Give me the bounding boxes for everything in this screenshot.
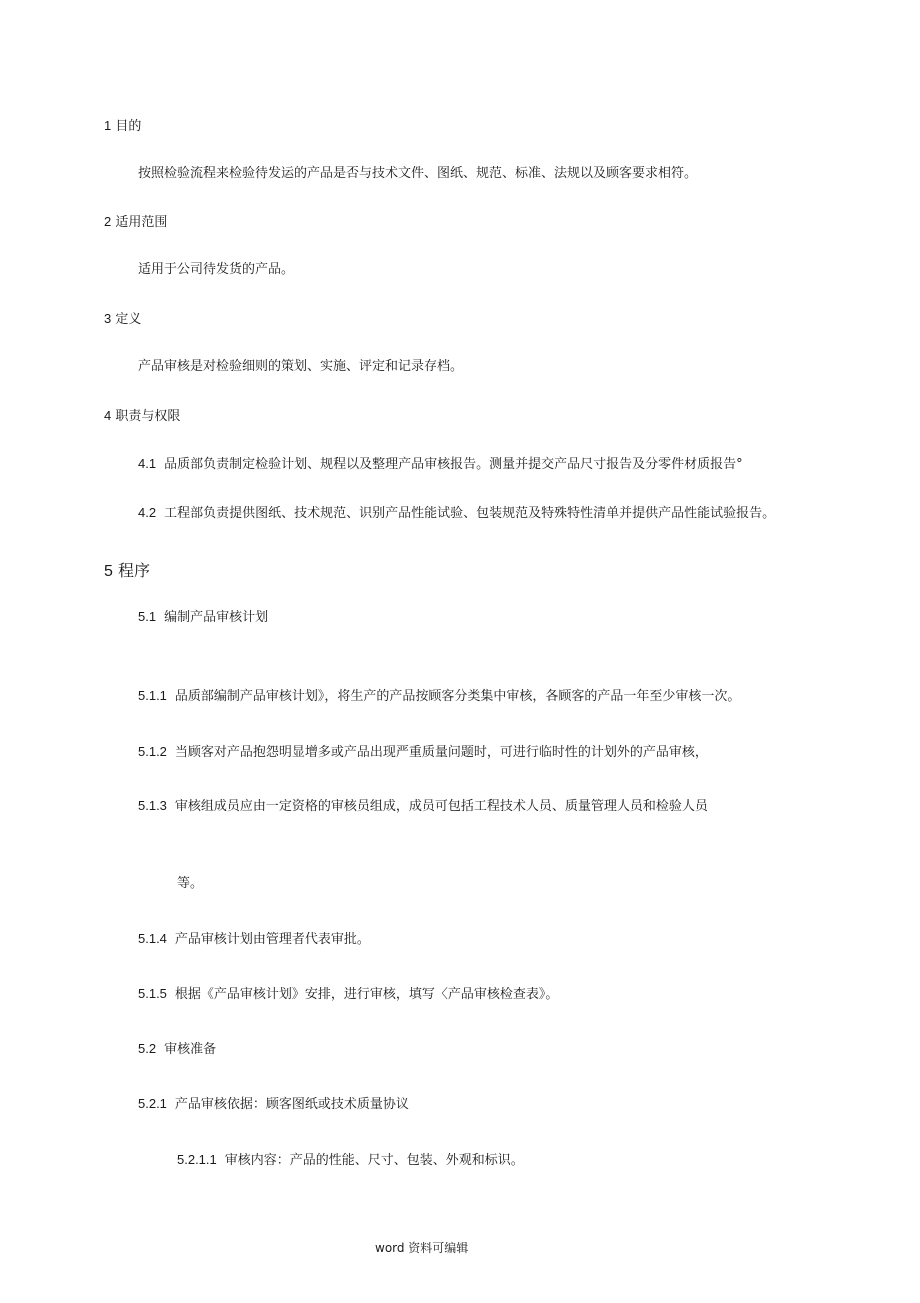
section-number: 2 xyxy=(104,214,112,229)
item-text: 品质部编制产品审核计划》，将生产的产品按顾客分类集中审核，各顾客的产品一年至少审核一次。 xyxy=(174,689,741,704)
section-3-heading xyxy=(104,311,141,328)
section-number: 4 xyxy=(104,408,112,423)
section-2-heading xyxy=(104,214,167,231)
subsection-5-2-heading xyxy=(138,1041,216,1058)
item-number: 5.2.1 xyxy=(138,1096,167,1111)
section-title: 程序 xyxy=(118,561,151,580)
item-number: 5.1.5 xyxy=(138,986,167,1001)
item-5-1-5 xyxy=(138,986,558,1003)
item-text: 品质部负责制定检验计划、规程以及整理产品审核报告。测量并提交产品尺寸报告及分零件材质报告° xyxy=(164,457,743,472)
item-text: 编制产品审核计划 xyxy=(164,610,269,625)
section-number: 1 xyxy=(104,118,112,133)
item-5-2-1-1 xyxy=(177,1152,524,1169)
item-number: 5.1.4 xyxy=(138,931,167,946)
item-text: 产品审核计划由管理者代表审批。 xyxy=(174,932,370,947)
item-5-1-3 xyxy=(138,798,708,815)
item-text: 产品审核依据：顾客图纸或技术质量协议 xyxy=(174,1097,409,1112)
section-3-body: 产品审核是对检验细则的策划、实施、评定和记录存档。 xyxy=(138,359,464,374)
item-text: 审核内容：产品的性能、尺寸、包装、外观和标识。 xyxy=(224,1153,524,1168)
item-4-1 xyxy=(138,456,743,473)
item-number: 5.1.3 xyxy=(138,798,167,813)
item-number: 5.1.1 xyxy=(138,688,167,703)
item-number: 4.2 xyxy=(138,505,157,520)
section-title: 职责与权限 xyxy=(115,409,181,424)
item-4-2 xyxy=(138,505,775,522)
section-number: 3 xyxy=(104,311,112,326)
section-title: 定义 xyxy=(115,312,142,327)
section-2-body: 适用于公司待发货的产品。 xyxy=(138,262,295,277)
item-number: 5.2 xyxy=(138,1041,157,1056)
item-number: 5.1.2 xyxy=(138,744,167,759)
item-number: 5.1 xyxy=(138,609,157,624)
item-5-2-1 xyxy=(138,1096,409,1113)
subsection-5-1-heading xyxy=(138,609,268,626)
section-1-body: 按照检验流程来检验待发运的产品是否与技术文件、图纸、规范、标准、法规以及顾客要求相符。 xyxy=(138,166,698,181)
section-title: 适用范围 xyxy=(115,215,168,230)
section-5-heading xyxy=(104,561,150,582)
page-footer: word 资料可编辑 xyxy=(375,1241,469,1255)
item-number: 4.1 xyxy=(138,456,157,471)
item-text: 审核组成员应由一定资格的审核员组成，成员可包括工程技术人员、质量管理人员和检验人员 xyxy=(174,799,708,814)
section-title: 目的 xyxy=(115,119,142,134)
section-1-heading xyxy=(104,118,141,135)
item-5-1-1 xyxy=(138,688,740,705)
item-number: 5.2.1.1 xyxy=(177,1152,217,1167)
item-text: 根据《产品审核计划》安排，进行审核，填写〈产品审核检查表》。 xyxy=(174,987,559,1002)
item-text: 审核准备 xyxy=(164,1042,217,1057)
item-5-1-4 xyxy=(138,931,370,948)
item-5-1-2 xyxy=(138,744,708,761)
section-4-heading xyxy=(104,408,180,425)
item-text: 当顾客对产品抱怨明显增多或产品出现严重质量问题时，可进行临时性的计划外的产品审核， xyxy=(174,745,708,760)
item-5-1-3-continuation: 等。 xyxy=(177,876,204,891)
section-number: 5 xyxy=(104,563,113,580)
item-text: 工程部负责提供图纸、技术规范、识别产品性能试验、包装规范及特殊特性清单并提供产品性能试验报告。 xyxy=(164,506,776,521)
